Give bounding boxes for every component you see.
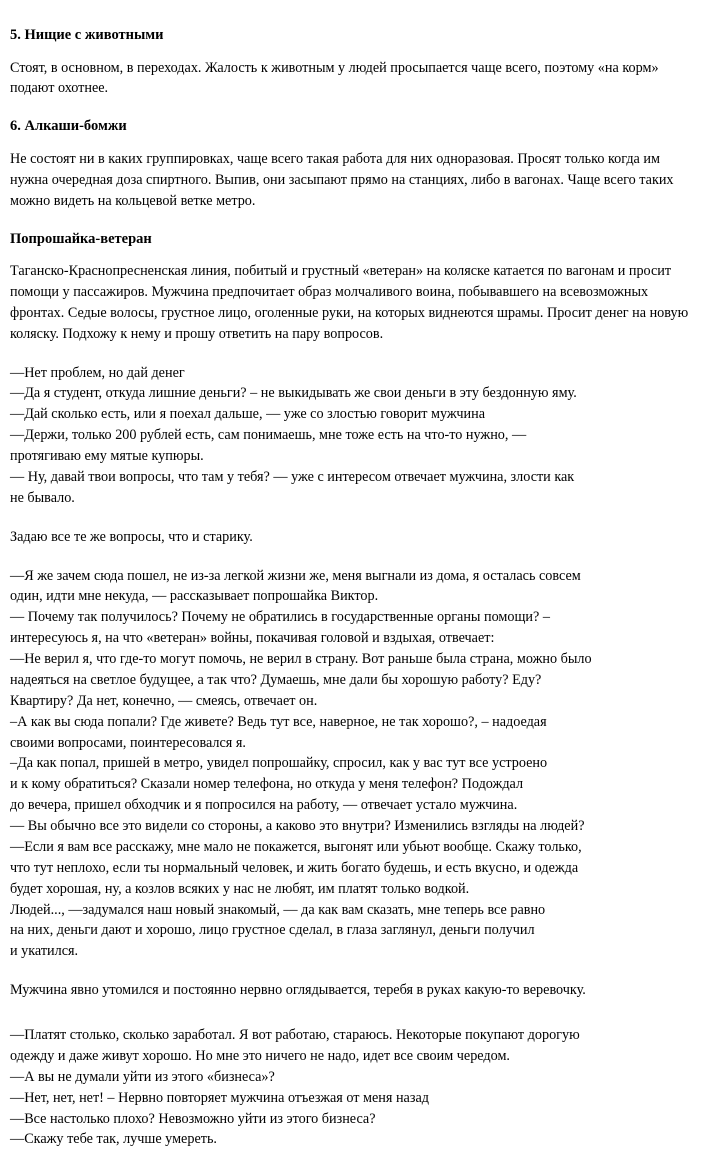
- section-paragraph-item6: Не состоят ни в каких группировках, чаще всего такая работа для них одноразовая. Просят только когда им нужна очередная доза спиртного. Выпив, они засыпают прямо на станциях, либо в вагонах. Чаще всего таких можно видеть на кольцевой ветке метро.: [10, 150, 674, 209]
- dialogue-block-1: [10, 363, 699, 509]
- dialogue-line: —Если я вам все расскажу, мне мало не покажется, выгонят или убьют вообще. Скажу только,: [10, 838, 582, 855]
- dialogue-line: –Да как попал, пришей в метро, увидел попрошайку, спросил, как у вас тут все устроено: [10, 755, 548, 772]
- bridge-paragraph-1: Задаю все те же вопросы, что и старику.: [10, 528, 253, 545]
- dialogue-line: протягиваю ему мятые купюры.: [10, 448, 204, 465]
- section-paragraph-item5: Стоят, в основном, в переходах. Жалость к животным у людей просыпается чаще всего, поэтому «на корм» подают охотнее.: [10, 59, 659, 97]
- dialogue-line: —Нет проблем, но дай денег: [10, 364, 185, 381]
- dialogue-line: на них, деньги дают и хорошо, лицо грустное сделал, в глаза заглянул, деньги получил: [10, 922, 535, 939]
- dialogue-block-2: [10, 566, 699, 963]
- dialogue-line: своими вопросами, поинтересовался я.: [10, 734, 246, 751]
- dialogue-line: —Нет, нет, нет! – Нервно повторяет мужчина отъезжая от меня назад: [10, 1089, 429, 1106]
- section-heading-veteran: Попрошайка-ветеран: [10, 230, 152, 247]
- dialogue-line: —Дай сколько есть, или я поехал дальше, — уже со злостью говорит мужчина: [10, 406, 485, 423]
- section-paragraph-veteran: Таганско-Краснопресненская линия, побитый и грустный «ветеран» на коляске катается по вагонам и просит помощи у пассажиров. Мужчина предпочитает образ молчаливого воина, побывавшего на всевозможных фронтах. Седые волосы, грустное лицо, оголенные руки, на которых виднеются шрамы. Просит денег на новую коляску. Подхожу к нему и прошу ответить на пару вопросов.: [10, 263, 689, 342]
- spacer: [10, 1013, 699, 1025]
- dialogue-line: Квартиру? Да нет, конечно, — смеясь, отвечает он.: [10, 692, 318, 709]
- section-heading-item5: 5. Нищие с животными: [10, 27, 164, 43]
- dialogue-line: —Не верил я, что где-то могут помочь, не верил в страну. Вот раньше была страна, можно было: [10, 651, 592, 668]
- dialogue-line: Людей..., —задумался наш новый знакомый, — да как вам сказать, мне теперь все равно: [10, 901, 546, 918]
- dialogue-line: одежду и даже живут хорошо. Но мне это ничего не надо, идет все своим чередом.: [10, 1047, 510, 1064]
- dialogue-line: что тут неплохо, если ты нормальный человек, и жить богато будешь, и есть вкусно, и одежда: [10, 859, 579, 876]
- dialogue-line: —А вы не думали уйти из этого «бизнеса»?: [10, 1068, 275, 1085]
- dialogue-line: —Все настолько плохо? Невозможно уйти из этого бизнеса?: [10, 1110, 376, 1127]
- dialogue-line: не бывало.: [10, 489, 75, 506]
- section-heading-item6: 6. Алкаши-бомжи: [10, 118, 127, 135]
- dialogue-line: —Держи, только 200 рублей есть, сам понимаешь, мне тоже есть на что-то нужно, —: [10, 427, 527, 444]
- dialogue-block-3: [10, 1025, 699, 1150]
- dialogue-line: —Платят столько, сколько заработал. Я вот работаю, стараюсь. Некоторые покупают дорогую: [10, 1027, 580, 1044]
- dialogue-line: будет хорошая, ну, а козлов всяких у нас не любят, им платят только водкой.: [10, 880, 470, 897]
- dialogue-line: надеяться на светлое будущее, а так что? Думаешь, мне дали бы хорошую работу? Еду?: [10, 671, 542, 688]
- dialogue-line: и укатился.: [10, 943, 79, 960]
- dialogue-line: –А как вы сюда попали? Где живете? Ведь тут все, наверное, не так хорошо?, – надоедая: [10, 713, 547, 730]
- dialogue-line: один, идти мне некуда, — рассказывает попрошайка Виктор.: [10, 588, 379, 605]
- dialogue-line: — Вы обычно все это видели со стороны, а каково это внутри? Изменились взгляды на людей?: [10, 818, 585, 835]
- dialogue-line: —Да я студент, откуда лишние деньги? – не выкидывать же свои деньги в эту бездонную яму.: [10, 385, 577, 402]
- dialogue-line: —Я же зачем сюда пошел, не из-за легкой жизни же, меня выгнали из дома, я осталась совсем: [10, 567, 581, 584]
- dialogue-line: — Ну, давай твои вопросы, что там у тебя? — уже с интересом отвечает мужчина, злости как: [10, 468, 575, 485]
- dialogue-line: до вечера, пришел обходчик и я попросился на работу, — отвечает устало мужчина.: [10, 797, 518, 814]
- dialogue-line: — Почему так получилось? Почему не обратились в государственные органы помощи? –: [10, 609, 550, 626]
- dialogue-line: —Скажу тебе так, лучше умереть.: [10, 1131, 217, 1148]
- dialogue-line: интересуюсь я, на что «ветеран» войны, покачивая головой и вздыхая, отвечает:: [10, 630, 495, 647]
- dialogue-line: и к кому обратиться? Сказали номер телефона, но откуда у меня телефон? Подождал: [10, 776, 524, 793]
- bridge-paragraph-2: Мужчина явно утомился и постоянно нервно оглядывается, теребя в руках какую-то веревочку.: [10, 982, 586, 999]
